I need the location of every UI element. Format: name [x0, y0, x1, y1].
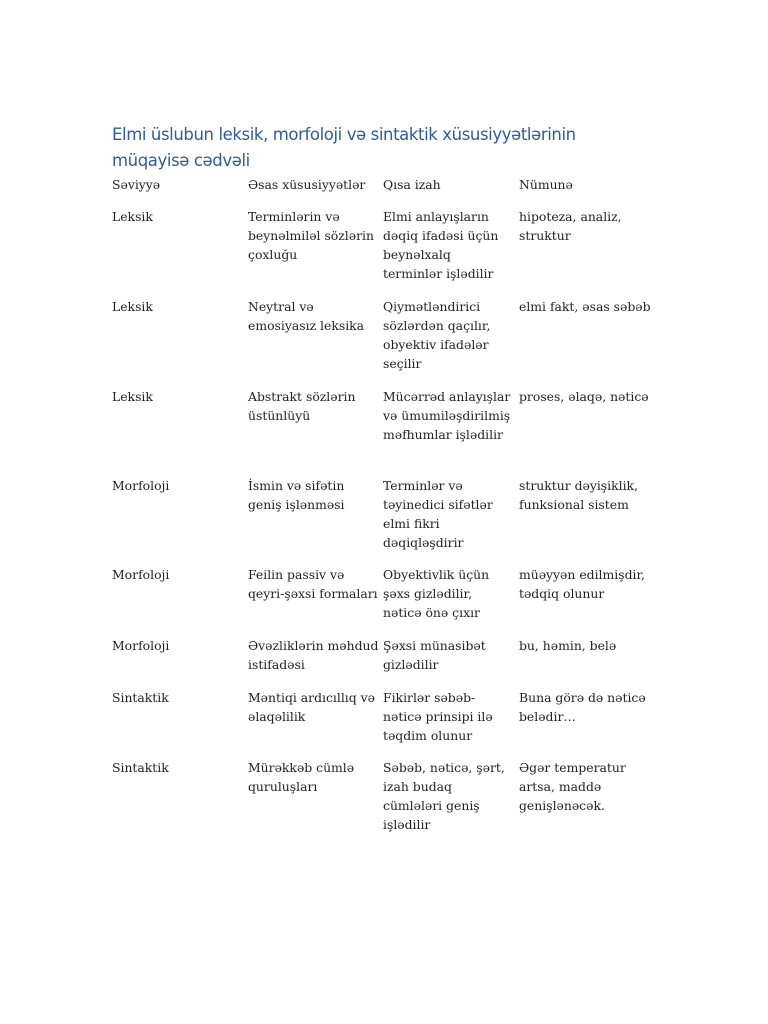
cell-level: Morfoloji [112, 567, 170, 582]
cell-level: Leksik [112, 209, 153, 224]
cell-explanation: Elmi anlayışların dəqiq ifadəsi üçün beynəlxalq terminlər işlədilir [383, 209, 499, 281]
table-row [112, 387, 652, 476]
cell-example: müəyyən edilmişdir, tədqiq olunur [519, 567, 645, 601]
table-row [112, 476, 652, 565]
cell-level: Leksik [112, 389, 153, 404]
comparison-table [112, 175, 652, 838]
cell-features: Neytral və emosiyasız leksika [248, 299, 365, 333]
table-row [112, 636, 652, 688]
cell-features: Abstrakt sözlərin üstünlüyü [248, 389, 356, 423]
header-example: Nümunə [519, 177, 573, 192]
cell-features: Feilin passiv və qeyri-şəxsi formaları [248, 567, 378, 601]
table-row [112, 207, 652, 297]
cell-example: Buna görə də nəticə belədir… [519, 690, 646, 724]
table-row [112, 688, 652, 758]
cell-example: bu, həmin, belə [519, 638, 617, 653]
table-row [112, 565, 652, 636]
cell-explanation: Obyektivlik üçün şəxs gizlədilir, nəticə önə çıxır [383, 567, 490, 620]
header-features: Əsas xüsusiyyətlər [248, 177, 366, 192]
table-row [112, 758, 652, 838]
header-explanation: Qısa izah [383, 177, 441, 192]
cell-features: İsmin və sifətin geniş işlənməsi [248, 478, 345, 512]
cell-level: Sintaktik [112, 760, 169, 775]
cell-explanation: Qiymətləndirici sözlərdən qaçılır, obyektiv ifadələr seçilir [383, 299, 491, 371]
cell-level: Morfoloji [112, 478, 170, 493]
cell-features: Mürəkkəb cümlə quruluşları [248, 760, 355, 794]
cell-features: Terminlərin və beynəlmiləl sözlərin çoxluğu [248, 209, 374, 262]
document-title: Elmi üslubun leksik, morfoloji və sintaktik xüsusiyyətlərinin müqayisə cədvəli [112, 125, 576, 170]
cell-example: elmi fakt, əsas səbəb [519, 299, 651, 314]
cell-example: struktur dəyişiklik, funksional sistem [519, 478, 638, 512]
cell-example: proses, əlaqə, nəticə [519, 389, 649, 404]
cell-explanation: Terminlər və təyinedici sifətlər elmi fikri dəqiqləşdirir [383, 478, 493, 550]
cell-level: Sintaktik [112, 690, 169, 705]
cell-explanation: Mücərrəd anlayışlar və ümumiləşdirilmiş məfhumlar işlədilir [383, 389, 511, 442]
cell-explanation: Fikirlər səbəb-nəticə prinsipi ilə təqdim olunur [383, 690, 493, 743]
cell-explanation: Səbəb, nəticə, şərt, izah budaq cümlələri geniş işlədilir [383, 760, 505, 832]
cell-example: hipoteza, analiz, struktur [519, 209, 622, 243]
cell-explanation: Şəxsi münasibət gizlədilir [383, 638, 486, 672]
cell-example: Əgər temperatur artsa, maddə genişlənəcək. [519, 760, 626, 813]
cell-features: Məntiqi ardıcıllıq və əlaqəlilik [248, 690, 375, 724]
header-level: Səviyyə [112, 177, 161, 192]
cell-features: Əvəzliklərin məhdud istifadəsi [248, 638, 379, 672]
cell-level: Leksik [112, 299, 153, 314]
cell-level: Morfoloji [112, 638, 170, 653]
table-row [112, 297, 652, 387]
table-header-row [112, 175, 652, 207]
